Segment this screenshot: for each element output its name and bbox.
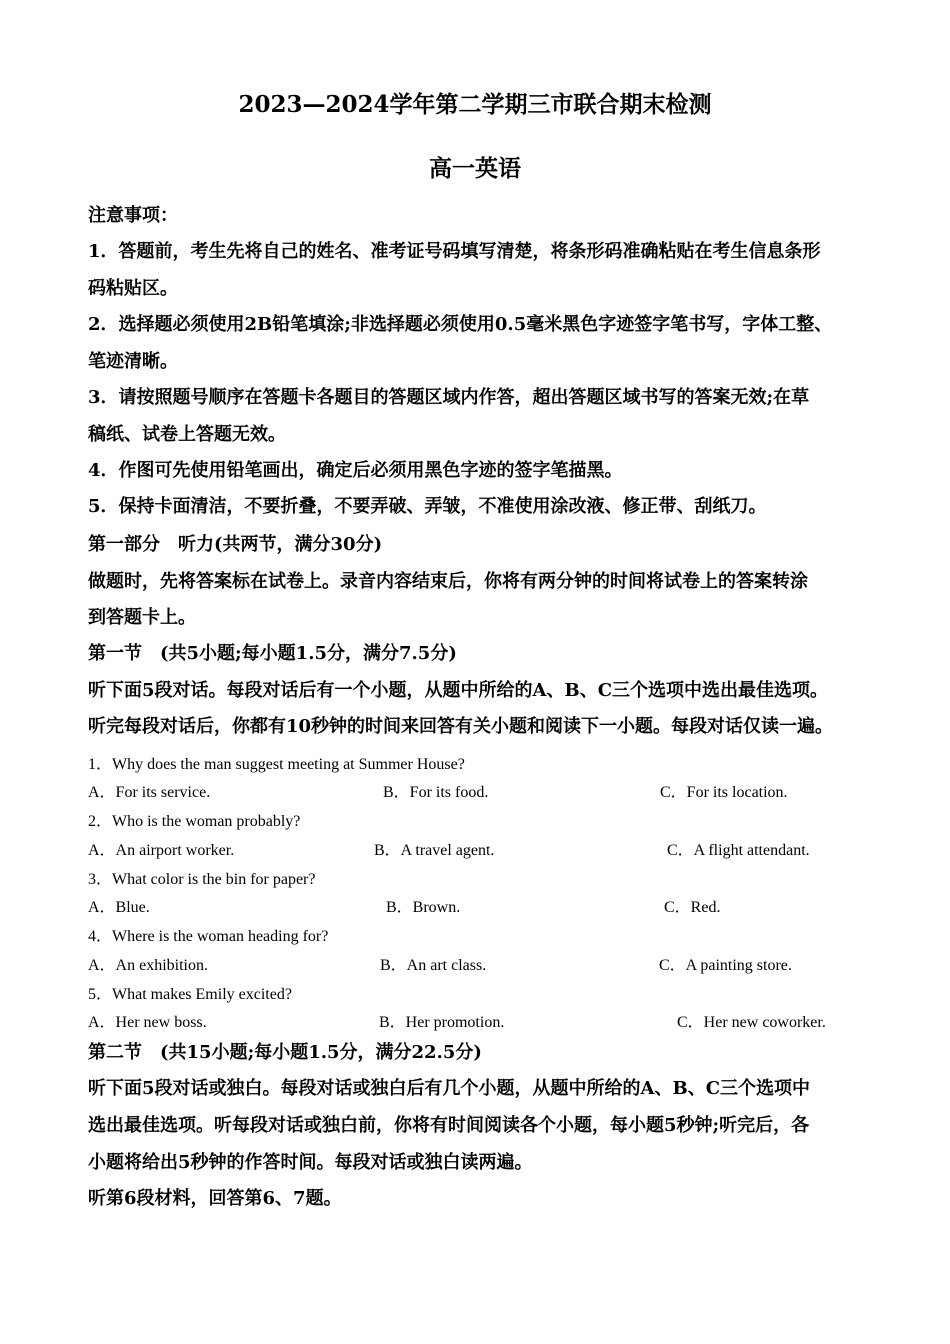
notice-heading: 注意事项：: [88, 205, 178, 226]
question-1-stem: 1．Why does the man suggest meeting at Summer House?: [88, 756, 465, 773]
part1-heading: 第一部分 听力(共两节，满分30分): [88, 534, 383, 555]
question-2-option-b: B．A travel agent.: [374, 842, 495, 859]
question-3-option-b: B．Brown.: [386, 899, 461, 916]
section2-instruction-line-1: 听下面5段对话或独白。每段对话或独白后有几个小题，从题中所给的A、B、C三个选项中: [88, 1078, 811, 1099]
question-5-option-c: C．Her new coworker.: [677, 1014, 826, 1031]
part1-instruction-line-2: 到答题卡上。: [88, 607, 196, 628]
question-3-option-c: C．Red.: [664, 899, 721, 916]
notice-1-line-2: 码粘贴区。: [88, 278, 178, 299]
exam-subject: 高一英语: [429, 155, 521, 182]
notice-3-line-1: 3．请按照题号顺序在答题卡各题目的答题区域内作答，超出答题区域书写的答案无效;在草: [88, 387, 810, 408]
section2-heading: 第二节 (共15小题;每小题1.5分，满分22.5分): [88, 1042, 482, 1063]
question-2-option-c: C．A flight attendant.: [667, 842, 810, 859]
question-3-option-a: A．Blue.: [88, 899, 150, 916]
question-4-option-b: B．An art class.: [380, 957, 487, 974]
question-4-stem: 4．Where is the woman heading for?: [88, 928, 329, 945]
exam-title: 2023—2024学年第二学期三市联合期末检测: [238, 91, 712, 118]
notice-2-line-1: 2．选择题必须使用2B铅笔填涂;非选择题必须使用0.5毫米黑色字迹签字笔书写，字体工整、: [88, 314, 833, 335]
section2-instruction-line-3: 小题将给出5秒钟的作答时间。每段对话或独白读两遍。: [88, 1152, 533, 1173]
notice-4: 4．作图可先使用铅笔画出，确定后必须用黑色字迹的签字笔描黑。: [88, 460, 623, 481]
question-2-option-a: A．An airport worker.: [88, 842, 235, 859]
question-1-option-b: B．For its food.: [383, 784, 489, 801]
section1-instruction-line-1: 听下面5段对话。每段对话后有一个小题，从题中所给的A、B、C三个选项中选出最佳选项。: [88, 680, 829, 701]
notice-1-line-1: 1．答题前，考生先将自己的姓名、准考证号码填写清楚，将条形码准确粘贴在考生信息条形: [88, 241, 821, 262]
question-2-stem: 2．Who is the woman probably?: [88, 813, 301, 830]
question-4-option-a: A．An exhibition.: [88, 957, 208, 974]
question-1-option-a: A．For its service.: [88, 784, 211, 801]
question-5-option-b: B．Her promotion.: [379, 1014, 505, 1031]
part1-instruction-line-1: 做题时，先将答案标在试卷上。录音内容结束后，你将有两分钟的时间将试卷上的答案转涂: [88, 571, 808, 592]
question-4-option-c: C．A painting store.: [659, 957, 792, 974]
material-6-instruction: 听第6段材料，回答第6、7题。: [88, 1188, 342, 1209]
question-3-stem: 3．What color is the bin for paper?: [88, 871, 316, 888]
section2-instruction-line-2: 选出最佳选项。听每段对话或独白前，你将有时间阅读各个小题，每小题5秒钟;听完后，各: [88, 1115, 810, 1136]
notice-2-line-2: 笔迹清晰。: [88, 351, 178, 372]
notice-5: 5．保持卡面清洁，不要折叠，不要弄破、弄皱，不准使用涂改液、修正带、刮纸刀。: [88, 496, 767, 517]
section1-heading: 第一节 (共5小题;每小题1.5分，满分7.5分): [88, 643, 457, 664]
notice-3-line-2: 稿纸、试卷上答题无效。: [88, 424, 286, 445]
question-5-option-a: A．Her new boss.: [88, 1014, 207, 1031]
question-5-stem: 5．What makes Emily excited?: [88, 986, 292, 1003]
question-1-option-c: C．For its location.: [660, 784, 788, 801]
section1-instruction-line-2: 听完每段对话后，你都有10秒钟的时间来回答有关小题和阅读下一小题。每段对话仅读一遍。: [88, 716, 834, 737]
